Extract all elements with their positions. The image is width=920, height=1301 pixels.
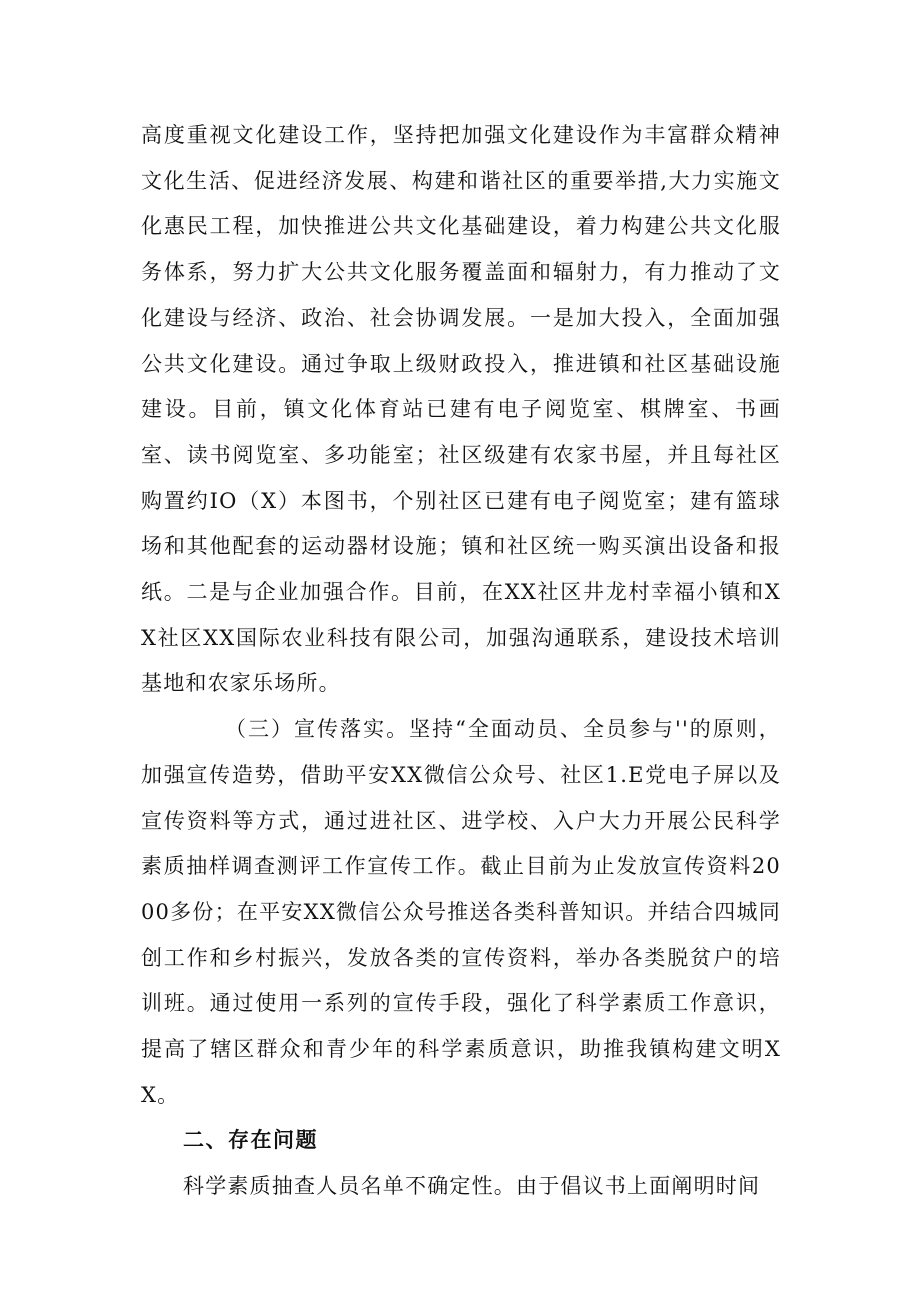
section-heading-problems: 二、存在问题: [183, 1128, 318, 1153]
document-body: [141, 113, 781, 1210]
paragraph-publicity: （三）宣传落实。坚持“全面动员、全员参与''的原则，加强宣传造势，借助平安XX微信公众号、社区1.E党电子屏以及宣传资料等方式，通过进社区、进学校、入户大力开展公民科学素质抽样调查测评工作宣传工作。截止目前为止发放宣传资料2000多份；在平安XX微信公众号推送各类科普知识。并结合四城同创工作和乡村振兴，发放各类的宣传资料，举办各类脱贫户的培训班。通过使用一系列的宣传手段，强化了科学素质工作意识，提高了辖区群众和青少年的科学素质意识，助推我镇构建文明XX。: [141, 717, 781, 1107]
paragraph-problems: 科学素质抽查人员名单不确定性。由于倡议书上面阐明时间: [183, 1174, 761, 1199]
paragraph-culture-construction: 高度重视文化建设工作，坚持把加强文化建设作为丰富群众精神文化生活、促进经济发展、构建和谐社区的重要举措,大力实施文化惠民工程，加快推进公共文化基础建设，着力构建公共文化服务体系，努力扩大公共文化服务覆盖面和辐射力，有力推动了文化建设与经济、政治、社会协调发展。一是加大投入，全面加强公共文化建设。通过争取上级财政投入，推进镇和社区基础设施建设。目前，镇文化体育站已建有电子阅览室、棋牌室、书画室、读书阅览室、多功能室；社区级建有农家书屋，并且每社区购置约IO（X）本图书，个别社区已建有电子阅览室；建有篮球场和其他配套的运动器材设施；镇和社区统一购买演出设备和报纸。二是与企业加强合作。目前，在XX社区井龙村幸福小镇和XX社区XX国际农业科技有限公司，加强沟通联系，建设技术培训基地和农家乐场所。: [141, 123, 781, 696]
